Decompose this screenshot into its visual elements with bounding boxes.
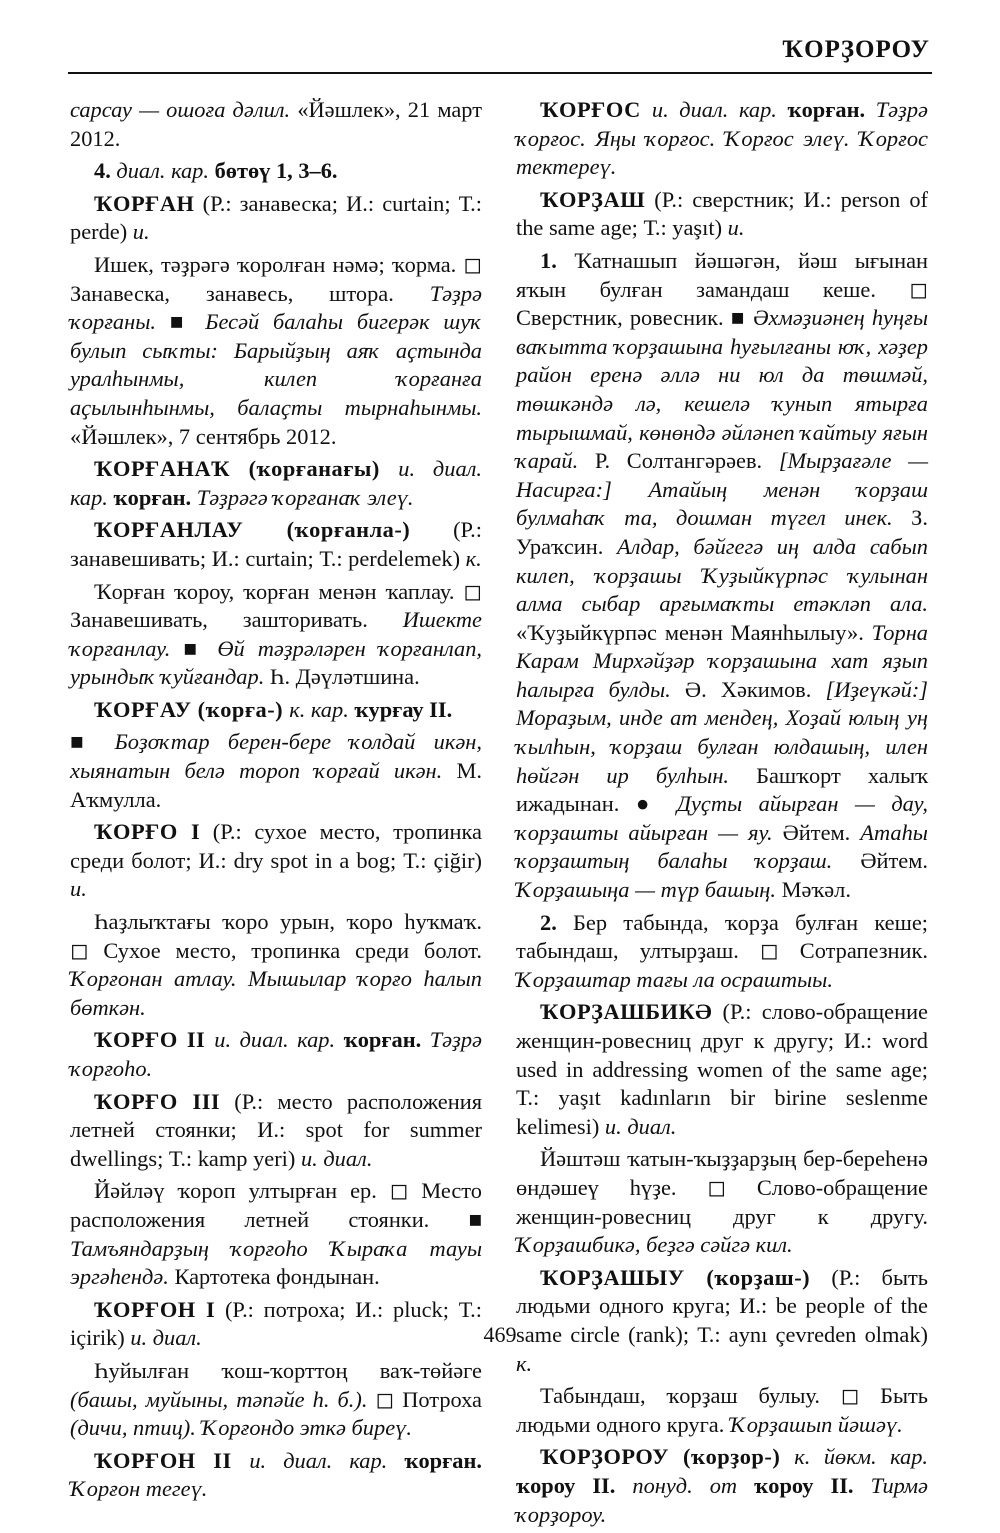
entry-text: Йәштәш ҡатын-ҡыҙҙарҙың бер-береһенә өндәшеү һүҙе. ◻ Слово-обращение женщин-ровесниц друг к другу. — [516, 1146, 928, 1229]
entry-text: Әхмәҙиәнең һуңғы ваҡытта ҡорҙашына һуғылғаны юҡ, хәҙер район еренә әллә ни юл да төшмәй, төшкәндә лә, кешелә ҡунып ятырға тырышмай, көнөндә әйләнеп ҡайтыу яғын ҡарай. — [516, 305, 928, 474]
page-number: 469 — [483, 1322, 517, 1347]
headword: ҠОРҒАНЛАУ (ҡорғанла-) — [94, 517, 411, 543]
entry-text: (Р.: занавешивать; И.: curtain; Т.: perdelemek) — [70, 517, 483, 571]
headword: ҠОРҒОС — [540, 97, 652, 122]
entry-text: Ишекте ҡорғанлау. — [70, 607, 482, 661]
dictionary-entry — [70, 1447, 482, 1504]
headword: ҠОРҒО II — [94, 1027, 215, 1053]
entry-text: Алдар, бәйгегә иң алда сабып килеп, ҡорҙашы Ҡуҙыйкүрпәс ҡулынан алма сыбар арғымаҡты етәкләп ала. — [516, 533, 928, 617]
entry-text: Боҙоҡтар берен-бере ҡолдай икән, хыянатын белә тороп ҡорғай икән. — [70, 729, 482, 784]
dictionary-entry — [516, 998, 928, 1141]
entry-text: Ишек, тәҙрәгә ҡоролған нәмә; ҡорма. ◻ Занавеска, занавесь, штора. — [70, 251, 482, 306]
entry-text: Өй тәҙрәләрен ҡорғанлап, урындыҡ ҡуйғандар. — [70, 635, 482, 690]
headword: ҠОРҒАНАҠ (ҡорғанағы) — [94, 456, 399, 482]
headword: ҠОРҘАШЫУ (ҡорҙаш-) — [540, 1264, 811, 1290]
entry-text: М. Аҡмулла. — [70, 758, 482, 812]
entry-text: Тирмә ҡорҙороу. — [516, 1472, 928, 1527]
entry-text: Башҡорт халыҡ ижадынан. ● — [516, 762, 928, 817]
dictionary-entry — [516, 909, 928, 995]
entry-text: Ҡорҙаштар тағы ла осраштыы. — [516, 966, 833, 992]
dictionary-entry — [70, 696, 482, 725]
dictionary-entry — [516, 96, 928, 182]
entry-text: и. — [70, 876, 87, 902]
headword: ҠОРҘАШ — [540, 186, 646, 212]
dictionary-entry — [70, 1026, 482, 1083]
entry-text: Тәҙрә ҡорғоһо. — [70, 1027, 482, 1081]
entry-text: и. диал. — [300, 1145, 373, 1171]
entry-text: и. диал. кар. — [70, 456, 482, 510]
entry-text: (Р.: занавеска; И.: curtain; Т.: perde) — [70, 190, 482, 245]
dictionary-entry — [70, 1357, 482, 1443]
entry-text: Тамъяндарҙың ҡорғоһо Ҡыраҡа тауы эргәһендә. — [70, 1235, 482, 1290]
entry-text: Йәйләү ҡороп ултырған ер. ◻ Место расположения летней стоянки. ■ — [70, 1178, 482, 1232]
entry-text: «Ҡуҙыйкүрпәс менән Маянһылыу». — [516, 619, 872, 645]
entry-text: Әйтем. — [782, 819, 861, 845]
entry-text: ҡорған. — [787, 97, 876, 122]
entry-text: Торна Карам Мирхәйҙәр ҡорҙашына хат яҙып һалырға булды. — [516, 619, 928, 702]
entry-text: к. — [516, 1350, 533, 1376]
entry-text: «Йәшлек», 7 сентябрь 2012. — [70, 423, 337, 449]
dictionary-entry — [70, 1088, 482, 1174]
entry-text: Тәҙрә ҡорғос. Яңы ҡорғос. Ҡорғос элеү. Ҡорғос тектереү. — [516, 97, 928, 180]
entry-text: понуд. от — [632, 1472, 755, 1498]
entry-text: и. диал. кар. — [651, 97, 788, 122]
right-column — [516, 96, 928, 1533]
dictionary-entry — [70, 578, 482, 692]
dictionary-entry — [516, 1145, 928, 1259]
entry-text: ■ — [169, 309, 206, 335]
entry-text: ҡорған. — [404, 1447, 482, 1473]
entry-text: ҡорған. — [113, 484, 197, 510]
entry-text: сарсау — ошоға дәлил. — [70, 97, 298, 122]
dictionary-entry — [70, 728, 482, 814]
entry-text: и. диал. — [130, 1325, 202, 1351]
headword: ҠОРҒОН I — [94, 1296, 216, 1322]
entry-text: Һ. Дәүләтшина. — [269, 664, 420, 690]
entry-text: и. диал. кар. — [214, 1027, 344, 1053]
entry-text: Ҡорҙашып йәшәү. — [729, 1411, 903, 1437]
headword: ҠОРҘОРОУ (ҡорҙор-) — [540, 1444, 795, 1470]
entry-text: и. диал. кар. — [249, 1447, 405, 1473]
entry-text: и. — [727, 215, 745, 241]
entry-text: ■ — [70, 729, 115, 755]
entry-text: Ә. Хәкимов. — [684, 676, 826, 702]
entry-text: Табындаш, ҡорҙаш булыу. ◻ Быть людьми одного круга. — [516, 1383, 928, 1437]
entry-text: ҡороу II. — [754, 1472, 871, 1498]
dictionary-entry — [70, 455, 482, 512]
dictionary-entry — [70, 818, 482, 904]
header-rule — [68, 72, 932, 74]
entry-text: ҡорған. — [343, 1027, 430, 1053]
entry-text: Ҡорғонан атлау. Мышылар ҡорғо һалып бөткән. — [70, 966, 482, 1020]
dictionary-entry — [70, 908, 482, 1022]
entry-text: 4. — [94, 158, 117, 184]
entry-text: к. кар. — [289, 696, 355, 722]
entry-text: и. — [132, 219, 150, 245]
entry-text: Тәҙрә ҡорғаны. — [70, 280, 482, 335]
entry-text: Бесәй балаһы бигерәк шуҡ булып сыҡты: Барыйҙың аяҡ аҫтында уралһынмы, килеп ҡорғанға аҫылынһынмы, балаҫты тырнаһынмы. — [70, 309, 482, 420]
dictionary-entry — [516, 1443, 928, 1529]
running-head: ҠОРҘОРОУ — [782, 36, 930, 63]
entry-text: [Мырҙағәле — Насирға:] Атайың менән ҡорҙаш булмаһаҡ та, дошман түгел инек. — [516, 448, 928, 531]
entry-text: (Р.: потроха; И.: pluck; Т.: içirik) — [70, 1296, 482, 1351]
dictionary-entry — [516, 1264, 928, 1378]
left-column — [70, 96, 482, 1508]
entry-text: ◻ Потроха — [375, 1386, 482, 1412]
entry-text: Картотека фондынан. — [174, 1264, 380, 1290]
entry-text: Һаҙлыҡтағы ҡоро урын, ҡоро һуҡмаҡ. ◻ Сухое место, тропинка среди болот. — [70, 909, 482, 963]
entry-text: Тәҙрәгә ҡорғанаҡ элеү. — [196, 484, 414, 510]
dictionary-entry — [70, 96, 482, 153]
entry-text: (Р.: слово-обращение женщин-ровесниц друг к другу; И.: word used in addressing women of the same age; Т.: yaşıt kadınların bir birine seslenme kelimesi) — [516, 999, 928, 1139]
dictionary-entry — [516, 1382, 928, 1439]
headword: ҠОРҒО III — [94, 1088, 221, 1114]
entry-text: ҡороу II. — [516, 1472, 633, 1498]
headword: ҠОРҒАН — [94, 190, 195, 216]
dictionary-entry — [70, 516, 482, 573]
entry-text: 2. — [540, 909, 574, 935]
entry-text: Ҡорҙашыңа — түр башың. — [516, 877, 782, 903]
dictionary-entry — [70, 190, 482, 247]
dictionary-entry — [70, 251, 482, 451]
entry-text: Дуҫты айырған — дау, ҡорҙашты айырған — яу. — [516, 791, 929, 845]
headword: ҠОРҘАШБИКӘ — [540, 999, 713, 1025]
dictionary-entry — [516, 247, 928, 905]
dictionary-entry — [516, 186, 928, 243]
entry-text: Һуйылған ҡош-ҡорттоң ваҡ-төйәге — [94, 1357, 482, 1383]
dictionary-entry — [70, 1177, 482, 1291]
entry-text: Атаһы ҡорҙаштың балаһы ҡорҙаш. — [516, 819, 928, 874]
entry-text: Әйтем. — [860, 848, 928, 874]
entry-text: Мәҡәл. — [781, 877, 851, 903]
entry-text: и. диал. — [604, 1113, 677, 1139]
entry-text: бөтөү 1, 3–6. — [214, 158, 338, 184]
headword: ҠОРҒО I — [94, 819, 201, 845]
entry-text: диал. кар. — [116, 158, 215, 184]
entry-text: (Р.: место расположения летней стоянки; И.: spot for summer dwellings; Т.: kamp yeri) — [70, 1088, 482, 1171]
entry-text: (Р.: сверстник; И.: person of the same age; Т.: yaşıt) — [516, 186, 928, 241]
entry-text: [Иҙеүкәй:] Мораҙым, инде ат мендең, Хоҙай юлың уң ҡылһын, ҡорҙаш булған юлдашың, илен һөйгән ир булһын. — [516, 676, 929, 788]
entry-text: Бер табында, ҡорҙа булған кеше; табындаш, ултырҙаш. ◻ Сотрапезник. — [516, 909, 928, 964]
entry-text: (башы, муйыны, тәпәйе һ. б.). — [70, 1386, 376, 1412]
entry-text: ҡурғау II. — [354, 696, 453, 722]
entry-text: Р. Солтангәрәев. — [594, 448, 779, 474]
entry-text: 1. — [540, 247, 575, 273]
entry-text: Ҡорғон тегеү. — [70, 1476, 208, 1502]
headword: ҠОРҒАУ (ҡорға-) — [94, 696, 290, 722]
entry-text: З. Ураҡсин. — [516, 505, 928, 559]
dictionary-entry — [70, 157, 482, 186]
entry-text: (дичи, птиц). Ҡорғондо эткә биреү. — [70, 1415, 412, 1441]
entry-text: Ҡатнашып йәшәгән, йәш ығынан яҡын булған замандаш кеше. ◻ Сверстник, ровесник. ■ — [516, 247, 928, 331]
entry-text: (Р.: сухое место, тропинка среди болот; И.: dry spot in a bog; Т.: çiğir) — [70, 819, 482, 873]
entry-text: «Йәшлек», 21 март 2012. — [70, 97, 482, 151]
entry-text: к. йөкм. кар. — [794, 1444, 928, 1470]
entry-text: к. — [465, 545, 482, 571]
entry-text: ■ — [183, 635, 218, 661]
entry-text: (Р.: быть людьми одного круга; И.: be people of the same circle (rank); Т.: aynı çevreden olmak) — [516, 1264, 928, 1347]
entry-text: Ҡорған ҡороу, ҡорған менән ҡаплау. ◻ Занавешивать, зашторивать. — [70, 578, 482, 633]
entry-text: Ҡорҙашбикә, беҙгә сәйгә кил. — [516, 1232, 793, 1258]
headword: ҠОРҒОН II — [94, 1447, 250, 1473]
